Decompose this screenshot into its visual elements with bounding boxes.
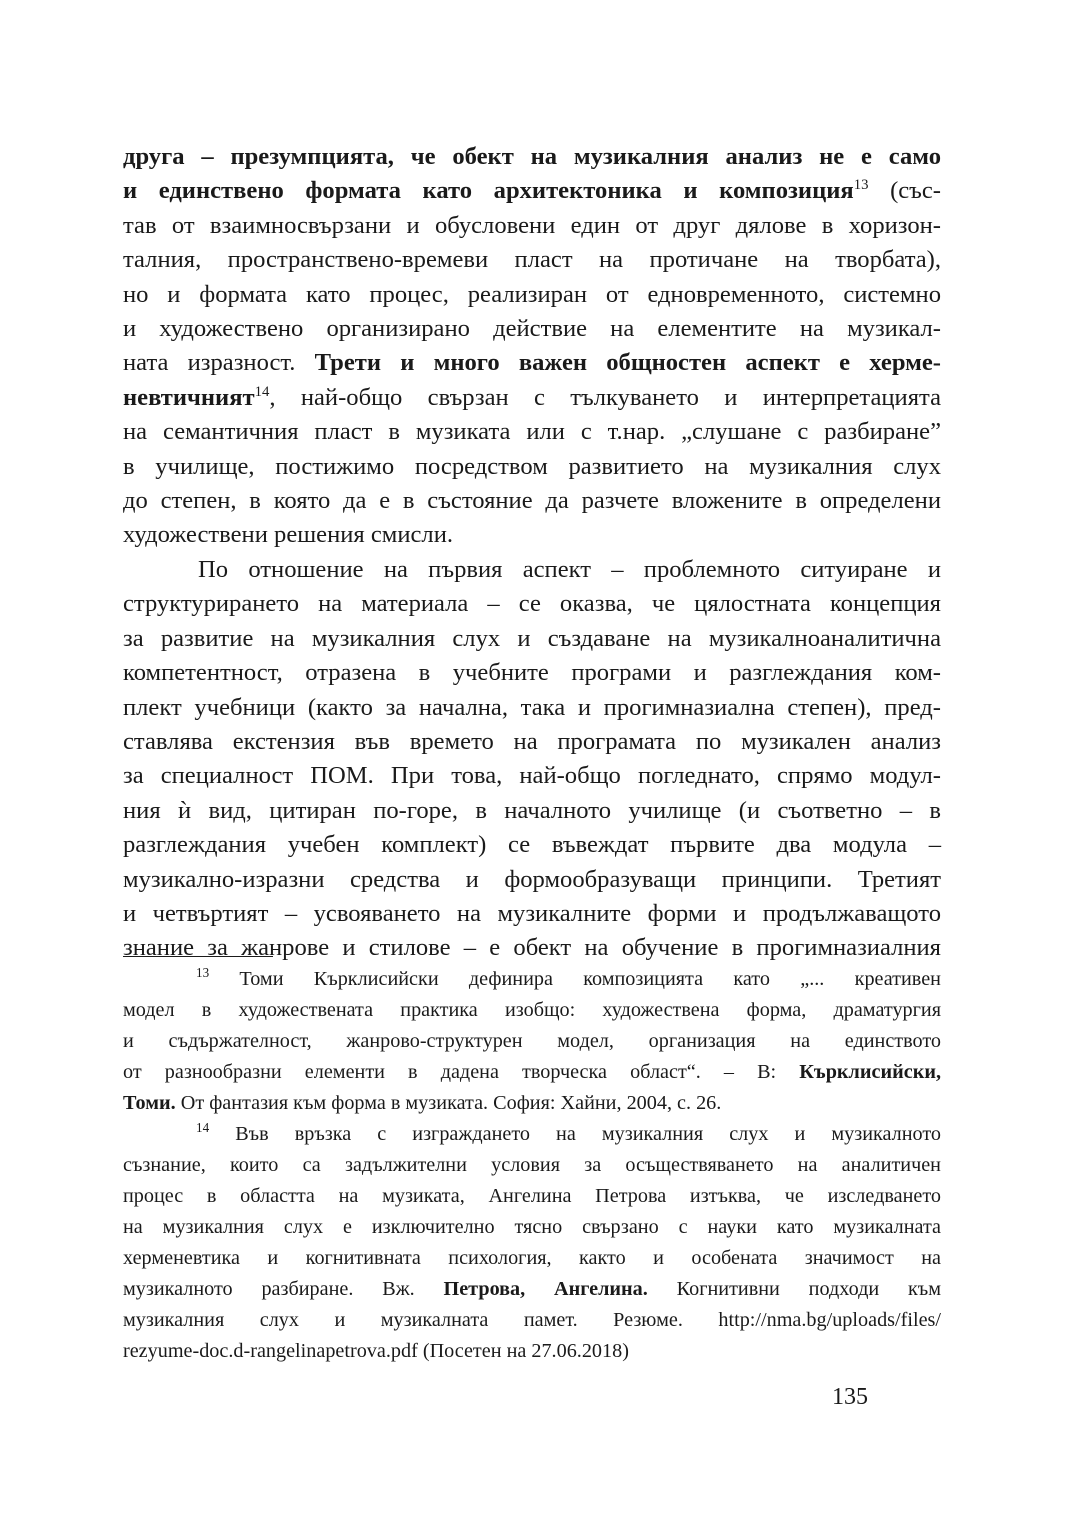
text-line: на семантичния пласт в музиката или с т.нар. „слушане с разбиране” [123,418,941,446]
footnote-14-line: rezyume-doc.d-rangelinapetrova.pdf (Посетен на 27.06.2018) [123,1340,629,1362]
text-fragment: музикалното разбиране. Вж. [123,1278,444,1300]
footnote-separator [123,956,273,957]
text-line: но и формата като процес, реализиран от едновременното, системно [123,280,941,308]
bold-author: Петрова, Ангелина. [443,1278,648,1300]
bold-author: Кърклисийски, [799,1061,941,1083]
footnote-number-14: 14 [196,1120,210,1136]
footnote-14-line [123,1274,941,1305]
text-line: за развитие на музикалния слух и създаване на музикалноаналитична [123,624,941,652]
text-line: разглеждания учебен комплект) се въвеждат първите два модула – [123,831,941,859]
main-text [123,140,941,966]
text-fragment: От фантазия към форма в музиката. София: Хайни, 2004, с. 26. [175,1092,722,1114]
text-line: тав от взаимносвързани и обусловени един от друг дялове в хоризон- [123,211,941,239]
text-line [123,381,941,415]
text-fragment: Във връзка с изграждането на музикалния слух и музикалното [209,1123,941,1145]
text-line [123,174,941,208]
footnote-14-line [123,1119,941,1150]
text-line: и четвъртият – усвояването на музикалните форми и продължаващото [123,899,941,927]
footnote-13-line [123,964,941,995]
text-line: музикално-изразни средства и формообразуващи принципи. Третият [123,865,941,893]
text-fragment: Когнитивни подходи към [647,1278,941,1300]
text-line [123,140,941,174]
footnote-ref-13[interactable]: 13 [853,177,869,194]
footnote-13-line [123,1088,941,1119]
text-line: в училище, постижимо посредством развитието на музикалния слух [123,452,941,480]
footnote-number-13: 13 [196,965,210,981]
text-line: художествени решения смисли. [123,521,454,549]
text-line: за специалност ПОМ. При това, най-общо погледнато, спрямо модул- [123,762,941,790]
footnote-13-line: модел в художествената практика изобщо: художествена форма, драматургия [123,999,941,1021]
text-fragment: ната изразност. [123,349,315,377]
text-line: до степен, в която да е в състояние да разчете вложените в определени [123,487,941,515]
text-line: знание за жанрове и стилове – е обект на обучение в прогимназиалния [123,934,941,962]
text-fragment: Томи Кърклисийски дефинира композицията като „... креативен [209,968,941,990]
bold-author: Томи. [123,1092,176,1114]
bold-phrase: друга – презумпцията, че обект на музикалния анализ не е само [123,143,941,170]
text-line: плект учебници (както за начална, така и прогимназиална степен), пред- [123,693,941,721]
text-line: По отношение на първия аспект – проблемното ситуиране и [198,555,941,583]
text-fragment: от разнообразни елементи в дадена творческа област“. – В: [123,1061,800,1083]
page-number: 135 [832,1384,868,1410]
footnote-13-line [123,1057,941,1088]
bold-phrase: и единствено формата като архитектоника и композиция [123,177,854,205]
footnote-14-line: херменевтика и когнитивната психология, както и особената значимост на [123,1247,941,1269]
text-fragment: , най-общо свързан с тълкуването и интерпретацията [269,383,941,411]
footnote-13-line: и съдържателност, жанрово-структурен модел, организация на единството [123,1030,941,1052]
text-line: и художествено организирано действие на елементите на музикал- [123,315,941,343]
footnote-14-url-line[interactable]: музикалния слух и музикалната памет. Резюме. http://nma.bg/uploads/files/ [123,1309,941,1331]
footnote-14-line: процес в областта на музиката, Ангелина Петрова изтъква, че изследването [123,1185,941,1207]
text-line: ния ѝ вид, цитиран по-горе, в началното училище (и съответно – в [123,796,941,824]
footnotes [123,964,941,1367]
text-line: компетентност, отразена в учебните програми и разглеждания ком- [123,659,941,687]
footnote-14-line: съзнание, които са задължителни условия за осъществяването на аналитичен [123,1154,941,1176]
text-fragment: (със- [868,177,941,205]
footnote-14-line: на музикалния слух е изключително тясно свързано с науки като музикалната [123,1216,941,1238]
footnote-ref-14[interactable]: 14 [254,383,270,400]
text-line [123,346,941,380]
text-line: структурирането на материала – се оказва, че цялостната концепция [123,590,941,618]
text-line: ставлява екстензия във времето на програмата по музикален анализ [123,727,941,755]
bold-phrase: Трети и много важен общностен аспект е херме- [314,349,941,377]
text-line: талния, пространствено-времеви пласт на протичане на творбата), [123,246,941,274]
bold-phrase: невтичният [123,383,255,411]
